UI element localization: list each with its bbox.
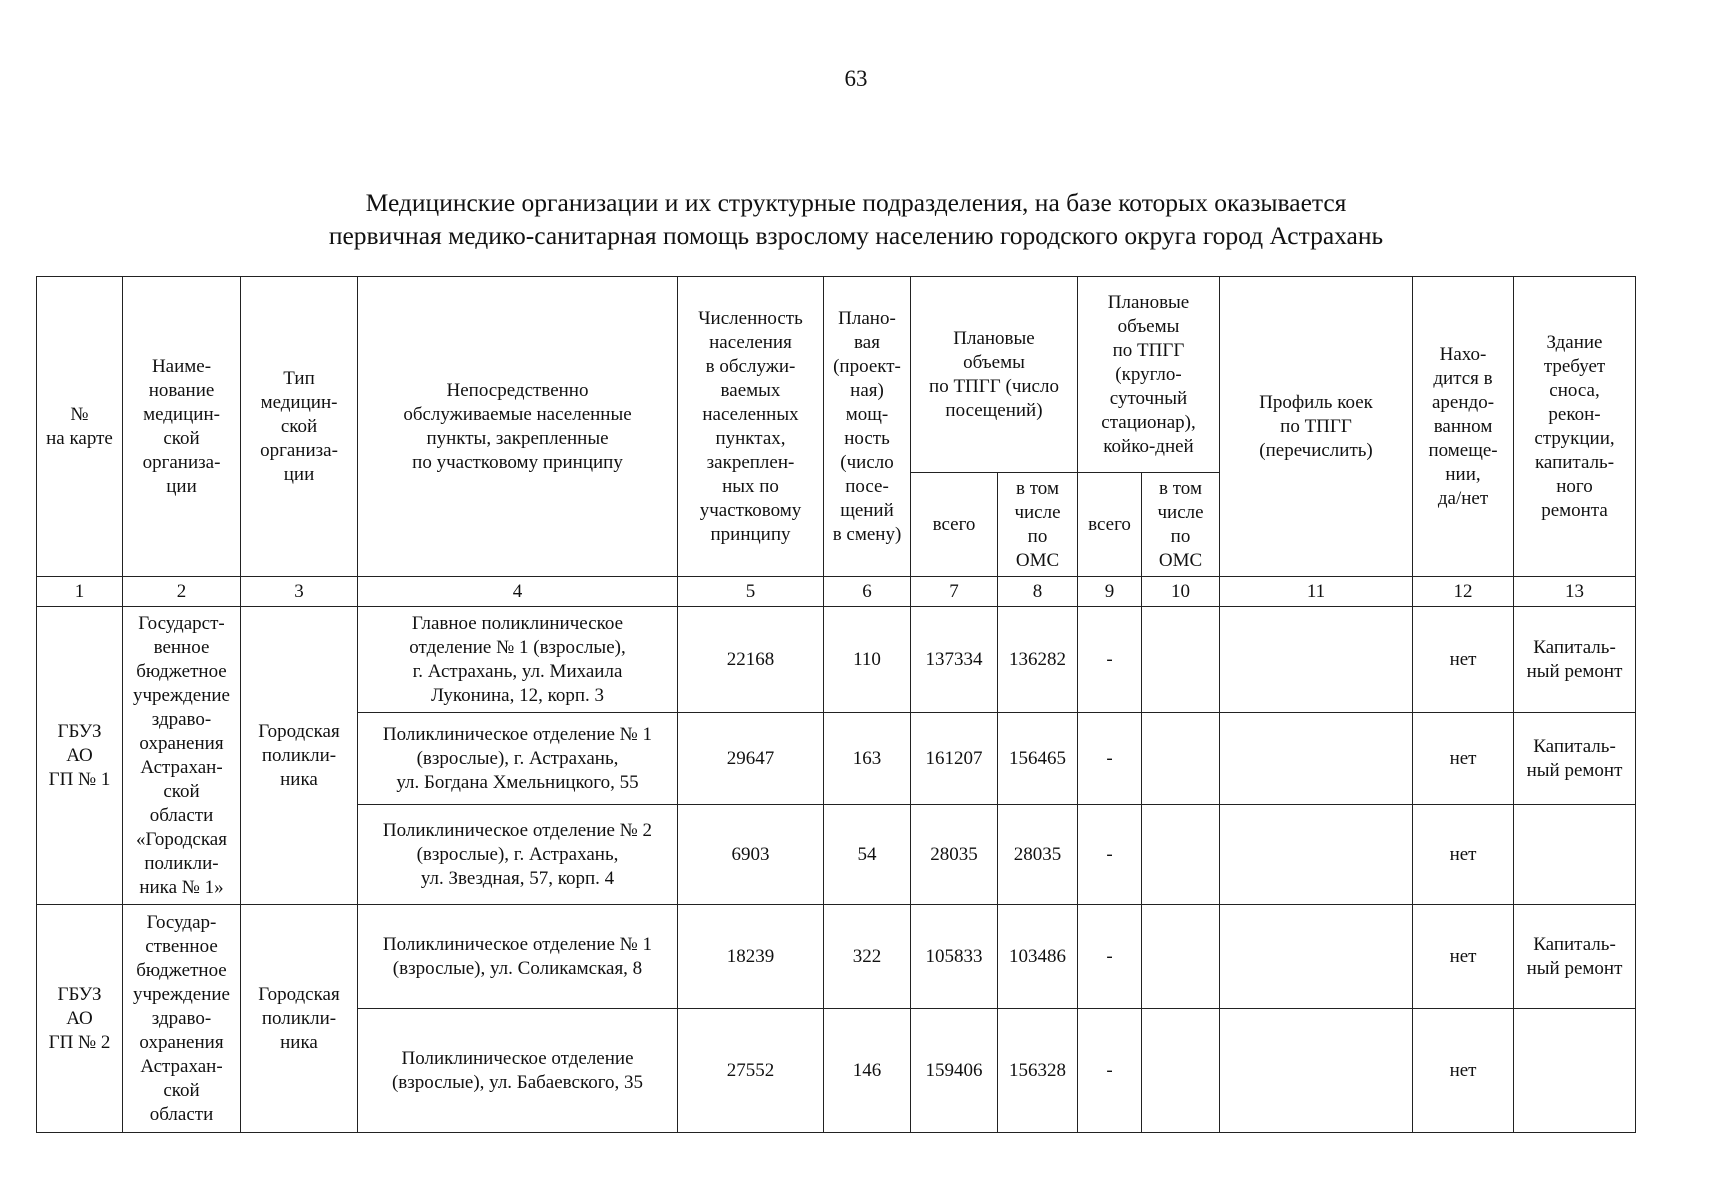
population-cell: 27552 bbox=[678, 1009, 824, 1133]
column-number: 4 bbox=[358, 577, 678, 607]
repair-cell: Капиталь- ный ремонт bbox=[1514, 905, 1636, 1009]
column-number: 8 bbox=[998, 577, 1078, 607]
bed-profile-cell bbox=[1220, 1009, 1413, 1133]
org-code: ГБУЗ АО ГП № 1 bbox=[37, 607, 123, 905]
visits-total-cell: 161207 bbox=[911, 713, 998, 805]
org-type: Городская поликли- ника bbox=[241, 905, 358, 1133]
column-number: 2 bbox=[123, 577, 241, 607]
rented-cell: нет bbox=[1413, 905, 1514, 1009]
column-number: 13 bbox=[1514, 577, 1636, 607]
org-name: Государст- венное бюджетное учреждение здраво- охранения Астрахан- ской области «Городская поликли- ника № 1» bbox=[123, 607, 241, 905]
visits-total-cell: 137334 bbox=[911, 607, 998, 713]
population-cell: 6903 bbox=[678, 805, 824, 905]
header-org-name: Наиме- нование медицин- ской организа- ции bbox=[123, 277, 241, 577]
beds-oms-cell bbox=[1142, 713, 1220, 805]
visits-oms-cell: 103486 bbox=[998, 905, 1078, 1009]
beds-oms-cell bbox=[1142, 805, 1220, 905]
header-capacity: Плано- вая (проект- ная) мощ- ность (число посе- щений в смену) bbox=[824, 277, 911, 577]
bed-profile-cell bbox=[1220, 905, 1413, 1009]
header-building-repair: Здание требует сноса, рекон- струкции, капиталь- ного ремонта bbox=[1514, 277, 1636, 577]
visits-total-cell: 28035 bbox=[911, 805, 998, 905]
page-number: 63 bbox=[844, 66, 868, 91]
column-number: 6 bbox=[824, 577, 911, 607]
beds-total-cell: - bbox=[1078, 805, 1142, 905]
header-served-settlements: Непосредственно обслуживаемые населенные пункты, закрепленные по участковому принципу bbox=[358, 277, 678, 577]
beds-total-cell: - bbox=[1078, 905, 1142, 1009]
beds-total-cell: - bbox=[1078, 1009, 1142, 1133]
header-rented-premises: Нахо- дится в арендо- ванном помеще- нии, да/нет bbox=[1413, 277, 1514, 577]
beds-total-cell: - bbox=[1078, 607, 1142, 713]
visits-oms-cell: 136282 bbox=[998, 607, 1078, 713]
column-number: 10 bbox=[1142, 577, 1220, 607]
rented-cell: нет bbox=[1413, 713, 1514, 805]
unit-address: Главное поликлиническое отделение № 1 (взрослые), г. Астрахань, ул. Михаила Луконина, 12, корп. 3 bbox=[358, 607, 678, 713]
capacity-cell: 110 bbox=[824, 607, 911, 713]
repair-cell: Капиталь- ный ремонт bbox=[1514, 713, 1636, 805]
column-number: 9 bbox=[1078, 577, 1142, 607]
org-type: Городская поликли- ника bbox=[241, 607, 358, 905]
visits-total-cell: 159406 bbox=[911, 1009, 998, 1133]
capacity-cell: 146 bbox=[824, 1009, 911, 1133]
visits-oms-cell: 28035 bbox=[998, 805, 1078, 905]
column-number: 12 bbox=[1413, 577, 1514, 607]
population-cell: 22168 bbox=[678, 607, 824, 713]
title-line-2: первичная медико-санитарная помощь взрослому населению городского округа город Астрахань bbox=[328, 221, 1384, 250]
repair-cell bbox=[1514, 1009, 1636, 1133]
rented-cell: нет bbox=[1413, 805, 1514, 905]
beds-oms-cell bbox=[1142, 905, 1220, 1009]
table-row bbox=[37, 607, 1636, 713]
repair-cell: Капиталь- ный ремонт bbox=[1514, 607, 1636, 713]
unit-address: Поликлиническое отделение (взрослые), ул. Бабаевского, 35 bbox=[358, 1009, 678, 1133]
unit-address: Поликлиническое отделение № 1 (взрослые), ул. Соликамская, 8 bbox=[358, 905, 678, 1009]
beds-oms-cell bbox=[1142, 607, 1220, 713]
visits-total-cell: 105833 bbox=[911, 905, 998, 1009]
beds-oms-cell bbox=[1142, 1009, 1220, 1133]
header-map-number: № на карте bbox=[37, 277, 123, 577]
column-number: 7 bbox=[911, 577, 998, 607]
unit-address: Поликлиническое отделение № 1 (взрослые), г. Астрахань, ул. Богдана Хмельницкого, 55 bbox=[358, 713, 678, 805]
header-planned-bed-days: Плановые объемы по ТПГГ (кругло- суточный стационар), койко-дней bbox=[1078, 277, 1220, 473]
header-row-1 bbox=[37, 277, 1636, 473]
population-cell: 29647 bbox=[678, 713, 824, 805]
header-visits-total: всего bbox=[911, 473, 998, 577]
table-row bbox=[37, 905, 1636, 1009]
header-beds-oms: в том числе по ОМС bbox=[1142, 473, 1220, 577]
visits-oms-cell: 156465 bbox=[998, 713, 1078, 805]
bed-profile-cell bbox=[1220, 607, 1413, 713]
bed-profile-cell bbox=[1220, 805, 1413, 905]
visits-oms-cell: 156328 bbox=[998, 1009, 1078, 1133]
header-bed-profile: Профиль коек по ТПГГ (перечислить) bbox=[1220, 277, 1413, 577]
column-number-row bbox=[37, 577, 1636, 607]
header-visits-oms: в том числе по ОМС bbox=[998, 473, 1078, 577]
rented-cell: нет bbox=[1413, 607, 1514, 713]
header-planned-visits: Плановые объемы по ТПГГ (число посещений) bbox=[911, 277, 1078, 473]
header-population: Численность населения в обслужи- ваемых населенных пунктах, закреплен- ных по участковому принципу bbox=[678, 277, 824, 577]
column-number: 5 bbox=[678, 577, 824, 607]
medical-organizations-table bbox=[36, 276, 1636, 1133]
capacity-cell: 54 bbox=[824, 805, 911, 905]
title-line-1: Медицинские организации и их структурные подразделения, на базе которых оказывается bbox=[365, 188, 1347, 217]
org-code: ГБУЗ АО ГП № 2 bbox=[37, 905, 123, 1133]
repair-cell bbox=[1514, 805, 1636, 905]
capacity-cell: 322 bbox=[824, 905, 911, 1009]
bed-profile-cell bbox=[1220, 713, 1413, 805]
population-cell: 18239 bbox=[678, 905, 824, 1009]
unit-address: Поликлиническое отделение № 2 (взрослые), г. Астрахань, ул. Звездная, 57, корп. 4 bbox=[358, 805, 678, 905]
capacity-cell: 163 bbox=[824, 713, 911, 805]
column-number: 3 bbox=[241, 577, 358, 607]
header-beds-total: всего bbox=[1078, 473, 1142, 577]
beds-total-cell: - bbox=[1078, 713, 1142, 805]
header-org-type: Тип медицин- ской организа- ции bbox=[241, 277, 358, 577]
document-title bbox=[0, 186, 1712, 252]
rented-cell: нет bbox=[1413, 1009, 1514, 1133]
column-number: 1 bbox=[37, 577, 123, 607]
column-number: 11 bbox=[1220, 577, 1413, 607]
org-name: Государ- ственное бюджетное учреждение здраво- охранения Астрахан- ской области bbox=[123, 905, 241, 1133]
